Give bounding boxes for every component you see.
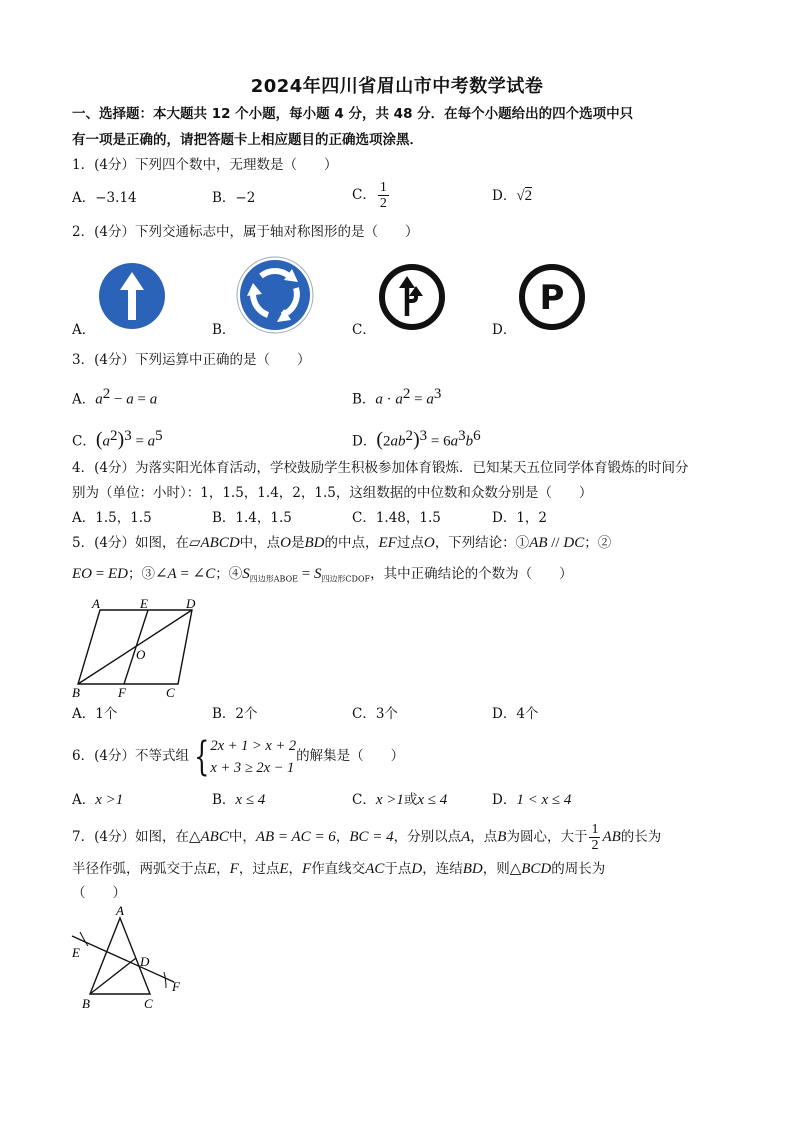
sign-a-straight-arrow: [98, 262, 166, 330]
q4-stem-line-1: 4．(4分）为落实阳光体育活动，学校鼓励学生积极参加体育锻炼．已知某天五位同学体育锻炼的时间分: [72, 460, 689, 476]
fig7-label-b: B: [82, 996, 90, 1011]
q4-option-c: C．1.48，1.5: [352, 510, 441, 526]
q5-stem-line-1: 5．(4分）如图，在▱ABCD中，点O是BD的中点，EF过点O，下列结论：①AB // DC；②: [72, 535, 612, 551]
q5-option-d: D．4个: [492, 706, 539, 722]
q6-option-b: B．x ≤ 4: [212, 792, 266, 808]
q7-stem-line-2: 半径作弧，两弧交于点E，F，过点E，F作直线交AC于点D，连结BD，则△BCD的周长为: [72, 861, 606, 877]
section-heading-line-2: 有一项是正确的，请把答题卡上相应题目的正确选项涂黑．: [72, 132, 423, 148]
q3-option-b: B．$a \cdot a^2 = a^3$: [352, 386, 442, 408]
fig5-label-d: D: [186, 598, 196, 611]
q6-option-c: C．x >1或x ≤ 4: [352, 792, 448, 808]
q4-option-a: A．1.5，1.5: [72, 510, 152, 526]
q2-stem: 2．(4分）下列交通标志中，属于轴对称图形的是（ ）: [72, 224, 419, 240]
sqrt-sign: √: [516, 188, 525, 204]
q3-option-a: A．$a^2 - a = a$: [72, 386, 158, 408]
page-title: 2024年四川省眉山市中考数学试卷: [250, 76, 544, 97]
q1-fraction: $\frac{1}{2}$: [379, 180, 387, 211]
q5-option-c: C．3个: [352, 706, 398, 722]
q2-option-d: D．: [492, 322, 517, 338]
q6-stem: 6．(4分）不等式组 { 2x + 1 > x + 2 x + 3 ≥ 2x − 1 的解集是（ ）: [72, 733, 405, 780]
fig5-label-c: C: [166, 685, 175, 700]
fig5-label-e: E: [140, 598, 148, 611]
svg-text:P: P: [539, 278, 565, 318]
q6-option-a: A．x >1: [72, 792, 124, 808]
q3-option-d: D．$(2ab^2)^3 = 6a^3b^6$: [352, 428, 481, 451]
q1-option-a: A．−3.14: [72, 190, 137, 206]
sign-c-straight-right: [378, 263, 446, 331]
section-heading-line-1: 一、选择题：本大题共 12 个小题，每小题 4 分，共 48 分．在每个小题给出的四个选项中只: [72, 106, 634, 122]
fig5-label-o: O: [136, 647, 146, 662]
q2-option-b: B．: [212, 322, 236, 338]
sign-d-parking: [518, 263, 586, 331]
q5-parallelogram-figure: [66, 598, 216, 700]
q1-option-d: D．√2: [492, 188, 533, 204]
q3-stem: 3．(4分）下列运算中正确的是（ ）: [72, 352, 311, 368]
q7-fraction: $\frac{1}{2}$: [591, 822, 599, 853]
q1-stem: 1．(4分）下列四个数中，无理数是（ ）: [72, 157, 338, 173]
q4-stem-line-2: 别为（单位：小时）：1，1.5，1.4，2，1.5，这组数据的中位数和众数分别是（ ）: [72, 485, 593, 501]
q5-option-b: B．2个: [212, 706, 258, 722]
q7-triangle-figure: [66, 902, 196, 1014]
fig5-label-b: B: [72, 685, 80, 700]
q6-option-d: D．1 < x ≤ 4: [492, 792, 572, 808]
sign-b-roundabout: [236, 256, 314, 334]
q4-option-d: D．1，2: [492, 510, 548, 526]
fig7-label-f: F: [172, 979, 180, 994]
fig5-label-a: A: [92, 598, 100, 611]
q3-option-c: C．$(a^2)^3 = a^5$: [72, 428, 163, 451]
fig7-label-c: C: [144, 996, 153, 1011]
q1-option-b: B．−2: [212, 190, 256, 206]
q1-option-c: C． $\frac{1}{2}$: [352, 180, 387, 211]
q2-option-c: C．: [352, 322, 376, 338]
q2-option-a: A．: [72, 322, 96, 338]
q5-option-a: A．1个: [72, 706, 118, 722]
q7-stem-line-1: 7．(4分）如图，在△ABC中，AB = AC = 6，BC = 4，分别以点A，点B为圆心，大于 $\frac{1}{2}$ AB的长为: [72, 822, 662, 853]
fig5-label-f: F: [118, 685, 126, 700]
fig7-label-d: D: [140, 954, 150, 969]
fig7-label-a: A: [116, 903, 124, 918]
q7-stem-line-3: （ ）: [72, 885, 126, 901]
inequality-system: { 2x + 1 > x + 2 x + 3 ≥ 2x − 1: [194, 733, 297, 780]
q4-option-b: B．1.4，1.5: [212, 510, 292, 526]
q5-stem-line-2: EO = ED；③∠A = ∠C；$④S_{四边形ABOE} = S_{四边形CDOF}$，其中正确结论的个数为（ ）: [72, 566, 573, 584]
fig7-label-e: E: [72, 945, 80, 960]
